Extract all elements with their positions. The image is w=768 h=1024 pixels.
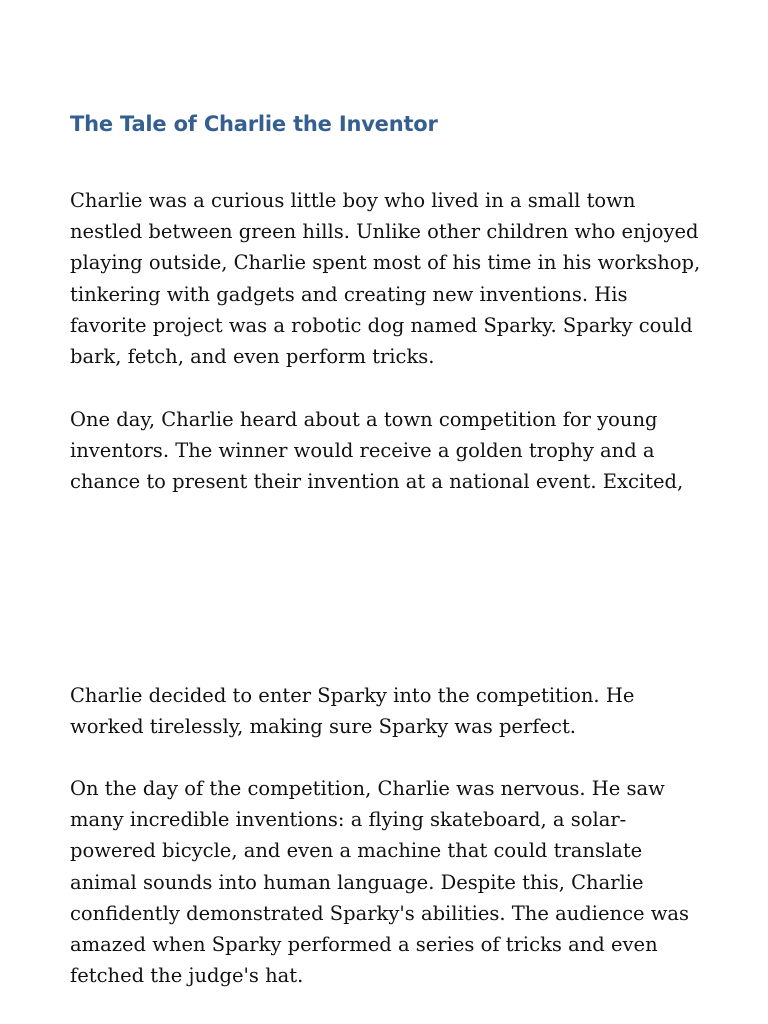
document-title: The Tale of Charlie the Inventor [70, 112, 438, 136]
paragraph-line: powered bicycle, and even a machine that could translate [70, 839, 643, 863]
paragraph-line: playing outside, Charlie spent most of his time in his workshop, [70, 251, 701, 275]
paragraph-line: fetched the judge's hat. [70, 964, 304, 988]
paragraph-line: Charlie decided to enter Sparky into the competition. He [70, 684, 635, 707]
paragraph-line: inventors. The winner would receive a golden trophy and a [70, 439, 655, 463]
paragraph-line: animal sounds into human language. Despite this, Charlie [70, 870, 644, 894]
paragraph-line: confidently demonstrated Sparky's abilities. The audience was [70, 901, 690, 925]
paragraph-line: worked tirelessly, making sure Sparky was perfect. [70, 715, 577, 739]
paragraph-1 [70, 185, 710, 372]
paragraph-line: favorite project was a robotic dog named Sparky. Sparky could [70, 313, 693, 337]
paragraph-line: amazed when Sparky performed a series of tricks and even [70, 933, 658, 957]
paragraph-3 [70, 680, 710, 742]
paragraph-line: On the day of the competition, Charlie was nervous. He saw [70, 777, 665, 800]
paragraph-line: many incredible inventions: a flying skateboard, a solar- [70, 808, 627, 832]
paragraph-line: One day, Charlie heard about a town competition for young [70, 408, 658, 431]
paragraph-4 [70, 773, 710, 991]
paragraph-2 [70, 404, 710, 498]
paragraph-line: Charlie was a curious little boy who lived in a small town [70, 189, 636, 212]
paragraph-line: bark, fetch, and even perform tricks. [70, 345, 435, 369]
paragraph-line: tinkering with gadgets and creating new inventions. His [70, 282, 628, 306]
paragraph-line: chance to present their invention at a national event. Excited, [70, 470, 684, 494]
paragraph-line: nestled between green hills. Unlike other children who enjoyed [70, 220, 699, 244]
